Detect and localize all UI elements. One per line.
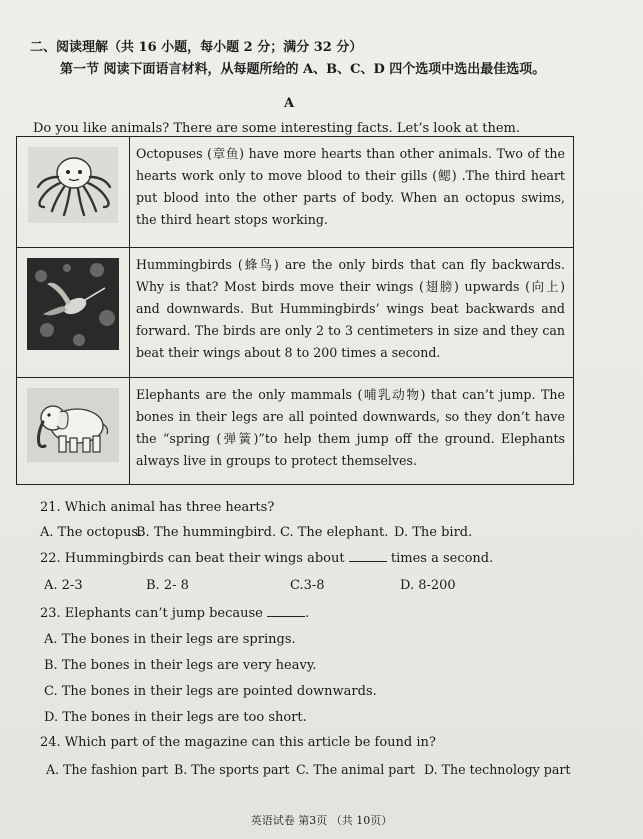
- q24-option-c[interactable]: C. The animal part: [296, 762, 415, 777]
- q22-stem-after: times a second.: [390, 551, 494, 566]
- q23-option-c[interactable]: C. The bones in their legs are pointed downwards.: [44, 684, 377, 699]
- elephant-image-cell: [17, 378, 130, 485]
- question-24-stem: 24. Which part of the magazine can this article be found in?: [40, 735, 436, 750]
- q21-option-d[interactable]: D. The bird.: [394, 525, 473, 540]
- section-title: 二、阅读理解（共 16 小题，每小题 2 分；满分 32 分）: [30, 40, 363, 55]
- q24-option-b[interactable]: B. The sports part: [174, 762, 290, 777]
- q22-stem-before: 22. Hummingbirds can beat their wings about: [40, 551, 345, 566]
- passage-intro: Do you like animals? There are some interesting facts. Let’s look at them.: [33, 121, 520, 136]
- fact-row-elephant: [17, 378, 574, 485]
- question-21-options: [40, 525, 472, 540]
- q24-option-a[interactable]: A. The fashion part: [46, 762, 169, 777]
- q21-option-a[interactable]: A. The octopus.: [40, 525, 143, 540]
- hummingbird-icon: [27, 258, 119, 350]
- octopus-icon: [28, 147, 118, 223]
- elephant-fact-text: Elephants are the only mammals (哺乳动物) that can’t jump. The bones in their legs are all pointed downwards, so they don’t have the “spring (弹簧)”to help them jump off the ground. Elephants always live in groups to protect themselves.: [130, 378, 574, 485]
- q22-option-d[interactable]: D. 8-200: [400, 578, 456, 593]
- fact-row-octopus: [17, 137, 574, 248]
- elephant-icon: [27, 388, 119, 462]
- q23-option-d[interactable]: D. The bones in their legs are too short.: [44, 710, 307, 725]
- q23-option-b[interactable]: B. The bones in their legs are very heavy.: [44, 658, 317, 673]
- q23-stem-end: .: [305, 606, 310, 621]
- q22-option-b[interactable]: B. 2- 8: [146, 578, 189, 593]
- question-22-options: [44, 578, 456, 593]
- question-24-options: [46, 762, 570, 777]
- question-23-stem: [40, 606, 309, 621]
- hummingbird-image-cell: [17, 248, 130, 378]
- q24-option-d[interactable]: D. The technology part: [424, 762, 571, 777]
- fact-row-hummingbird: [17, 248, 574, 378]
- q21-option-c[interactable]: C. The elephant.: [280, 525, 389, 540]
- facts-table: [16, 136, 574, 485]
- hummingbird-fact-text: Hummingbirds (蜂鸟) are the only birds that can fly backwards. Why is that? Most birds move their wings (翅膀) upwards (向上) and downwards. But Hummingbirds’ wings beat backwards and forward. The birds are only 2 to 3 centimeters in size and they can beat their wings about 8 to 200 times a second.: [130, 248, 574, 378]
- section-instruction: 第一节 阅读下面语言材料，从每题所给的 A、B、C、D 四个选项中选出最佳选项。: [60, 62, 546, 77]
- page-footer: 英语试卷 第3页 （共 10页）: [250, 814, 393, 827]
- question-21-stem: 21. Which animal has three hearts?: [40, 500, 275, 515]
- q22-option-a[interactable]: A. 2-3: [44, 578, 83, 593]
- q23-answer-blank: [267, 615, 305, 617]
- passage-label: A: [284, 96, 295, 111]
- question-22-stem: [40, 551, 493, 566]
- q23-stem-text: 23. Elephants can’t jump because: [40, 606, 263, 621]
- octopus-image-cell: [17, 137, 130, 248]
- q23-option-a[interactable]: A. The bones in their legs are springs.: [44, 632, 296, 647]
- q22-answer-blank: [349, 560, 387, 562]
- q21-option-b[interactable]: B. The hummingbird.: [136, 525, 277, 540]
- q22-option-c[interactable]: C.3-8: [290, 578, 325, 593]
- octopus-fact-text: Octopuses (章鱼) have more hearts than other animals. Two of the hearts work only to move blood to their gills (鳃) .The third heart put blood into the other parts of body. When an octopus swims, the third heart stops working.: [130, 137, 574, 248]
